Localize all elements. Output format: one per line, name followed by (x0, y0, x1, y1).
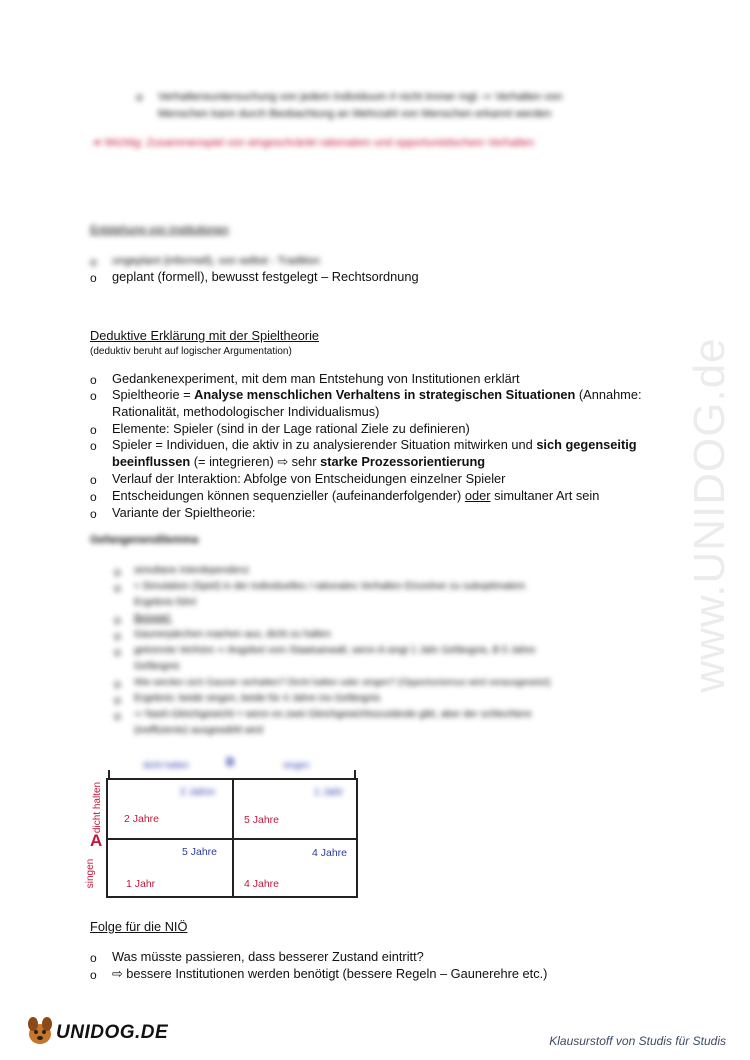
bullet: o (90, 968, 97, 982)
dog-icon (22, 1012, 58, 1048)
blurred-line: Gaunerpärchen machen aus, dicht zu halten (134, 629, 331, 640)
payoff-a: 1 Jahr (126, 878, 156, 890)
list-item: Variante der Spieltheorie: (112, 505, 256, 520)
list-item-continuation: beeinflussen (= integrieren) ⇨ sehr starke Prozessorientierung (112, 454, 486, 469)
list-item: ⇨ bessere Institutionen werden benötigt (bessere Regeln – Gaunerehre etc.) (112, 966, 548, 981)
list-item: Elemente: Spieler (sind in der Lage rational Ziele zu definieren) (112, 421, 470, 436)
player-b-label: B (226, 755, 235, 769)
important-note: ➜ Wichtig: Zusammenspiel von eingeschränkt rationalem und opportunistischem Verhalten (92, 137, 535, 149)
bullet: o (90, 490, 97, 504)
payoff-a: 4 Jahre (244, 878, 280, 890)
list-item: Verlauf der Interaktion: Abfolge von Entscheidungen einzelner Spieler (112, 471, 506, 486)
matrix-top-ticks (108, 770, 356, 780)
bullet: o (114, 613, 121, 627)
blurred-line: Wie werden sich Gauner verhalten? Dicht halten oder singen? (Opportunismus wird vorausgesetzt) (134, 677, 551, 688)
section-heading: Deduktive Erklärung mit der Spieltheorie (90, 328, 320, 343)
payoff-b: 5 Jahre (182, 846, 218, 858)
matrix-row-label: dicht halten (92, 781, 104, 834)
matrix-row-label: singen (85, 858, 97, 889)
bullet: o (114, 693, 121, 707)
blurred-line: Gefängnis (134, 661, 180, 672)
bullet: o (90, 271, 97, 285)
list-item: ungeplant (informell), von selbst - Tradition (112, 255, 320, 267)
matrix-col-label: singen (283, 760, 310, 770)
footer-text: Klausurstoff von Studis für Studis (549, 1034, 726, 1048)
watermark-text: www.UNIDOG.de (685, 337, 734, 693)
payoff-b: 2 Jahre (180, 786, 216, 798)
blurred-line: Ergebnis führt (134, 597, 197, 608)
watermark (640, 280, 750, 740)
bullet: o (114, 709, 121, 723)
bullet: o (90, 389, 97, 403)
payoff-a: 5 Jahre (244, 814, 280, 826)
row-label-wrap (78, 852, 118, 896)
bullet: o (90, 951, 97, 965)
bullet: o (114, 677, 121, 691)
list-item: Gedankenexperiment, mit dem man Entstehung von Institutionen erklärt (112, 371, 520, 386)
list-item: Spieler = Individuen, die aktiv in zu analysierender Situation mitwirken und sich gegenseitig (112, 437, 637, 452)
payoff-b: 1 Jahr (314, 786, 344, 798)
list-item: geplant (formell), bewusst festgelegt – Rechtsordnung (112, 269, 419, 284)
list-item: Spieltheorie = Analyse menschlichen Verhaltens in strategischen Situationen (Annahme: (112, 387, 642, 402)
blurred-line: getrennte Verhöre ⇨ Angebot vom Staatsanwalt, wenn A singt 1 Jahr Gefängnis, B 5 Jahre (134, 645, 536, 656)
blurred-line: Verhaltensuntersuchung von jedem Individuum # nicht immer mgl. ⇨ Verhalten von (158, 91, 563, 103)
section-heading: Entstehung von Institutionen (90, 224, 229, 236)
matrix-col-label: dicht halten (143, 760, 190, 770)
bullet: o (90, 373, 97, 387)
list-item: Was müsste passieren, dass besserer Zustand eintritt? (112, 949, 424, 964)
section-heading: Folge für die NIÖ (90, 919, 188, 934)
payoff-a: 2 Jahre (124, 813, 160, 825)
blurred-line: ⇨ Nash-Gleichgewicht = wenn es zwei Gleichgewichtszustände gibt, aber der schlechtere (134, 709, 532, 720)
bullet: o (90, 255, 97, 269)
logo-text: UNIDOG.DE (56, 1022, 169, 1043)
bullet: o (136, 90, 143, 104)
blurred-line: ≈ Simulation (Spiel) in der individuelles / rationales Verhalten Einzelner zu suboptimalem (134, 581, 526, 592)
bullet: o (90, 507, 97, 521)
blurred-line: Menschen kann durch Beobachtung an Mehrzahl von Menschen erkannt werden (158, 108, 552, 120)
blurred-line: Ergebnis: beide singen, beide für 4 Jahre ins Gefängnis (134, 693, 381, 704)
game-heading: Gefangenendilemma (90, 534, 199, 546)
blurred-line: simultane Interdependenz (134, 565, 250, 576)
bullet: o (90, 473, 97, 487)
section-subheading: (deduktiv beruht auf logischer Argumentation) (90, 346, 292, 357)
bullet: o (114, 581, 121, 595)
bullet: o (114, 629, 121, 643)
bullet: o (90, 423, 97, 437)
bullet: o (114, 565, 121, 579)
payoff-b: 4 Jahre (312, 847, 348, 859)
player-a-label: A (90, 831, 103, 850)
matrix-divider-h (108, 838, 356, 840)
bullet: o (114, 645, 121, 659)
blurred-line: Beispiel: (134, 613, 172, 624)
bullet: o (90, 439, 97, 453)
payoff-matrix (106, 778, 358, 898)
blurred-line: (ineffiziente) ausgewählt wird (134, 725, 263, 736)
list-item: Entscheidungen können sequenzieller (aufeinanderfolgender) oder simultaner Art sein (112, 488, 600, 503)
list-item-continuation: Rationalität, methodologischer Individualismus) (112, 404, 380, 419)
